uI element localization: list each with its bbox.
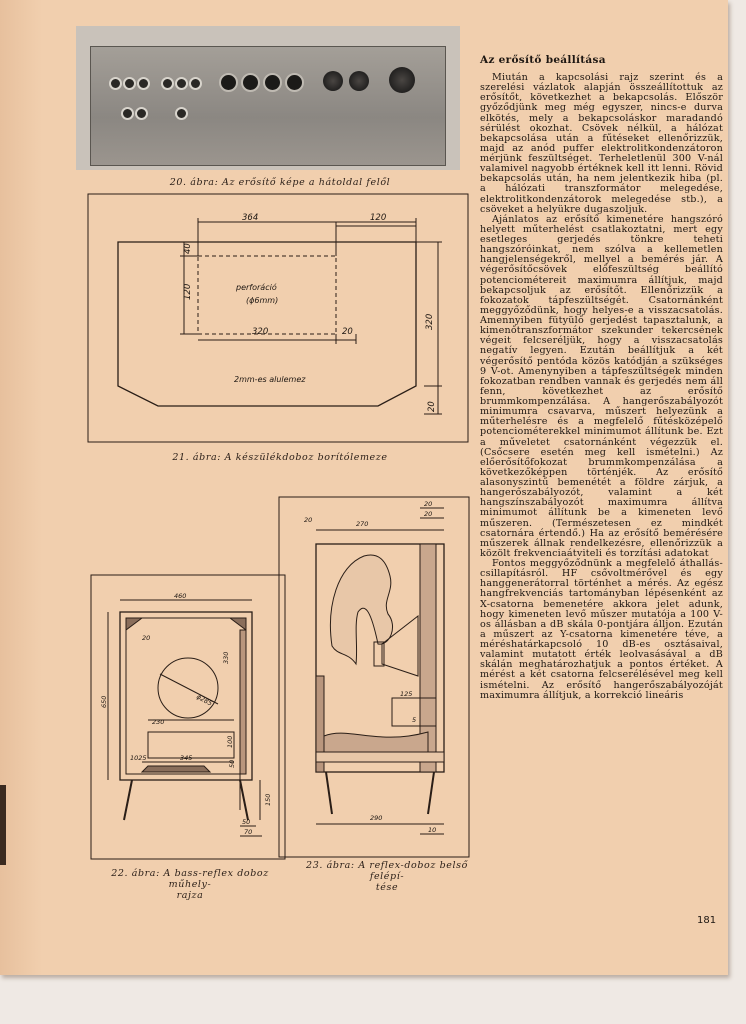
- amplifier-back-panel: [90, 46, 446, 166]
- figure-23-caption-line2: tése: [375, 882, 399, 893]
- input-jack: [109, 77, 122, 90]
- input-jack: [123, 77, 136, 90]
- article-column: [480, 54, 723, 701]
- dim-label-125: 125: [400, 690, 413, 698]
- article-paragraph: Fontos meggyőződnünk a megfelelő áthallás-csillapításról. HF csővoltmérővel és egy hanggenerátorral történhet a mérés. Az egész hangfrekvenciás tartományban lépésenként az X-csatorna bemenetére akkora jelet adunk, hogy kimeneten levő műszer mutatója a 100 V-os állásban a dB skála 0-pontjára álljon. Ezután a műszert az Y-csatorna kimenetére téve, a méréshatárkapcsoló 10 dB-es osztásaival, valamint mutatott érték leolvasásával a dB skálán meghatározhatjuk a pontos értéket. A mérést a két csatorna felcserélésével meg kell ismételni. Az erősítő hangerőszabályozóját maximumra állítjuk, a korrekció lineáris: [480, 558, 723, 701]
- din-socket: [219, 73, 238, 92]
- dim-label-20c: 20: [424, 510, 433, 518]
- dim-label-50b: 50: [242, 818, 251, 826]
- fuse-holder: [323, 71, 343, 91]
- dim-label-20-mid: 20: [342, 327, 353, 337]
- input-jack: [135, 107, 148, 120]
- dim-label-270: 270: [356, 520, 369, 528]
- dim-label-320-right: 320: [425, 313, 435, 330]
- article-paragraph: Ajánlatos az erősítő kimenetére hangszóró helyett műterhelést csatlakoztatni, mert egy esetleges gerjedés tönkre teheti hangszóróinkat, nem szólva a kellemetlen hangjelenségekről, mellyel a bemérés jár. A végerősítőcsövek előfeszültség beállító potenciométereit maximumra állítjuk, majd bekapcsoljuk az erősítőt. Ellenőrizzük a fokozatok tápfeszültségét. Csatornánként meggyőződünk, hogy helyes-e a visszacsatolás. Amennyiben fütyülő gerjedést tapasztalunk, a kimenőtranszformátor szekunder tekercsének végeit felcseréljük, hogy a visszacsatolás negatív legyen. Ezután beállítjuk a két végerősítő pentóda közös katódján a szükséges 9 V-ot. Amenynyiben a tápfeszültségek minden fokozatban rendben vannak és gerjedés nem áll fenn, következhet az erősítő brummkompenzálása. A hangerőszabályozót minimumra csavarva, műszert helyezünk a műterhelésre és a megfelelő fűtésközépelő potenciométerekkel minimumot állítunk be. Ezt a műveletet csatornánként végezzük el. (Csőcsere esetén meg kell ismételni.) Az előerősítőfokozat brummkompenzálása a következőképpen történjék. Az erősítő alasonyszintű bemenétét a földre zárjuk, a hangerőszabályozót, valamint a két hangszínszabályozót maximumra állítva minimumot állítunk be a kimeneten levő műszeren. (Természetesen ez mindkét csatornára értendő.) Ha az erősítő bemérésére műszerek állnak rendelkezésre, ellenőrizzük a közölt frekvenciaátviteli és torzítási adatokat: [480, 213, 723, 559]
- cover-plate-drawing: [86, 192, 470, 450]
- figure-22-caption-line1: 22. ábra: A bass-reflex doboz műhely-: [111, 868, 269, 890]
- drawing-frame: [279, 497, 469, 857]
- din-socket: [263, 73, 282, 92]
- page-binding-mark: [0, 785, 6, 865]
- power-socket: [389, 67, 415, 93]
- dim-label-100: 100: [226, 735, 234, 748]
- perforation-label: perforáció: [236, 283, 277, 292]
- dim-label-5: 5: [412, 716, 417, 724]
- input-jack: [137, 77, 150, 90]
- input-jack: [121, 107, 134, 120]
- damping-material: [330, 555, 392, 664]
- dim-label-10: 10: [428, 826, 437, 834]
- dim-label-285: ϕ285: [195, 692, 214, 708]
- article-title: Az erősítő beállítása: [480, 54, 606, 66]
- dim-label-364: 364: [242, 213, 259, 223]
- aluminium-plate-label: 2mm-es alulemez: [234, 375, 306, 384]
- din-socket: [241, 73, 260, 92]
- dim-label-40: 40: [183, 243, 193, 254]
- dim-label-120-left: 120: [183, 283, 193, 300]
- figure-20-caption: 20. ábra: Az erősítő képe a hátoldal felől: [169, 177, 391, 188]
- dim-label-150: 150: [264, 793, 272, 806]
- perforation-diameter: (ϕ6mm): [246, 296, 279, 305]
- perforation-area: [198, 256, 336, 334]
- figure-23-caption-line1: 23. ábra: A reflex-doboz belső felépí-: [306, 860, 468, 882]
- din-socket: [285, 73, 304, 92]
- amplifier-back-photo: [76, 26, 460, 170]
- dim-label-230: 230: [152, 718, 165, 726]
- article-paragraph: Miután a kapcsolási rajz szerint és a szerelési vázlatok alapján összeállítottuk az erősítőt, következhet a bekapcsolás. Először győződjünk meg még egyszer, nincs-e durva elkötés, mely a bekapcsoláskor maradandó sérülést okozhat. Csövek nélkül, a hálózat bekapcsolása után a fűtéseket ellenőrizzük, majd az anód puffer elektrolitkondenzátoron mérjünk feszültséget. Terheletlenül 300 V-nál valamivel nagyobb értéknek kell itt lenni. Rövid bekapcsolás után, ha nem jelentkezik hiba (pl. a hálózati transzformátor melegedése, elektrolitkondenzátorok melegedése stb.), a csöveket a helyükre dugaszoljuk.: [480, 72, 723, 215]
- dim-label-70: 70: [244, 828, 253, 836]
- figure-22-caption-line2: rajza: [176, 890, 204, 901]
- figure-23-caption: [292, 860, 482, 893]
- reflex-box-interior-drawing: [278, 496, 470, 858]
- previous-page-edge: [0, 0, 42, 975]
- dim-label-650: 650: [100, 695, 108, 708]
- dim-label-345: 345: [180, 754, 193, 762]
- dim-label-330: 330: [222, 651, 230, 664]
- dim-label-1025: 1025: [130, 754, 147, 762]
- dim-label-290: 290: [370, 814, 383, 822]
- dim-label-320-bottom: 320: [252, 327, 269, 337]
- figure-21-caption: 21. ábra: A készülékdoboz borítólemeze: [172, 452, 388, 463]
- input-jack: [175, 77, 188, 90]
- dim-label-20: 20: [142, 634, 151, 642]
- fuse-holder: [349, 71, 369, 91]
- input-jack: [161, 77, 174, 90]
- figure-22-caption: [90, 868, 290, 901]
- input-jack: [189, 77, 202, 90]
- dim-label-20a: 20: [304, 516, 313, 524]
- dim-label-460: 460: [174, 592, 187, 600]
- drawing-frame: [88, 194, 468, 442]
- dim-label-50: 50: [228, 759, 236, 768]
- dim-label-120-top: 120: [370, 213, 387, 223]
- page-number: 181: [697, 915, 717, 926]
- dim-label-20b: 20: [424, 500, 433, 508]
- bass-reflex-box-drawing: [90, 574, 286, 860]
- input-jack: [175, 107, 188, 120]
- dim-label-20-bottom: 20: [427, 401, 437, 412]
